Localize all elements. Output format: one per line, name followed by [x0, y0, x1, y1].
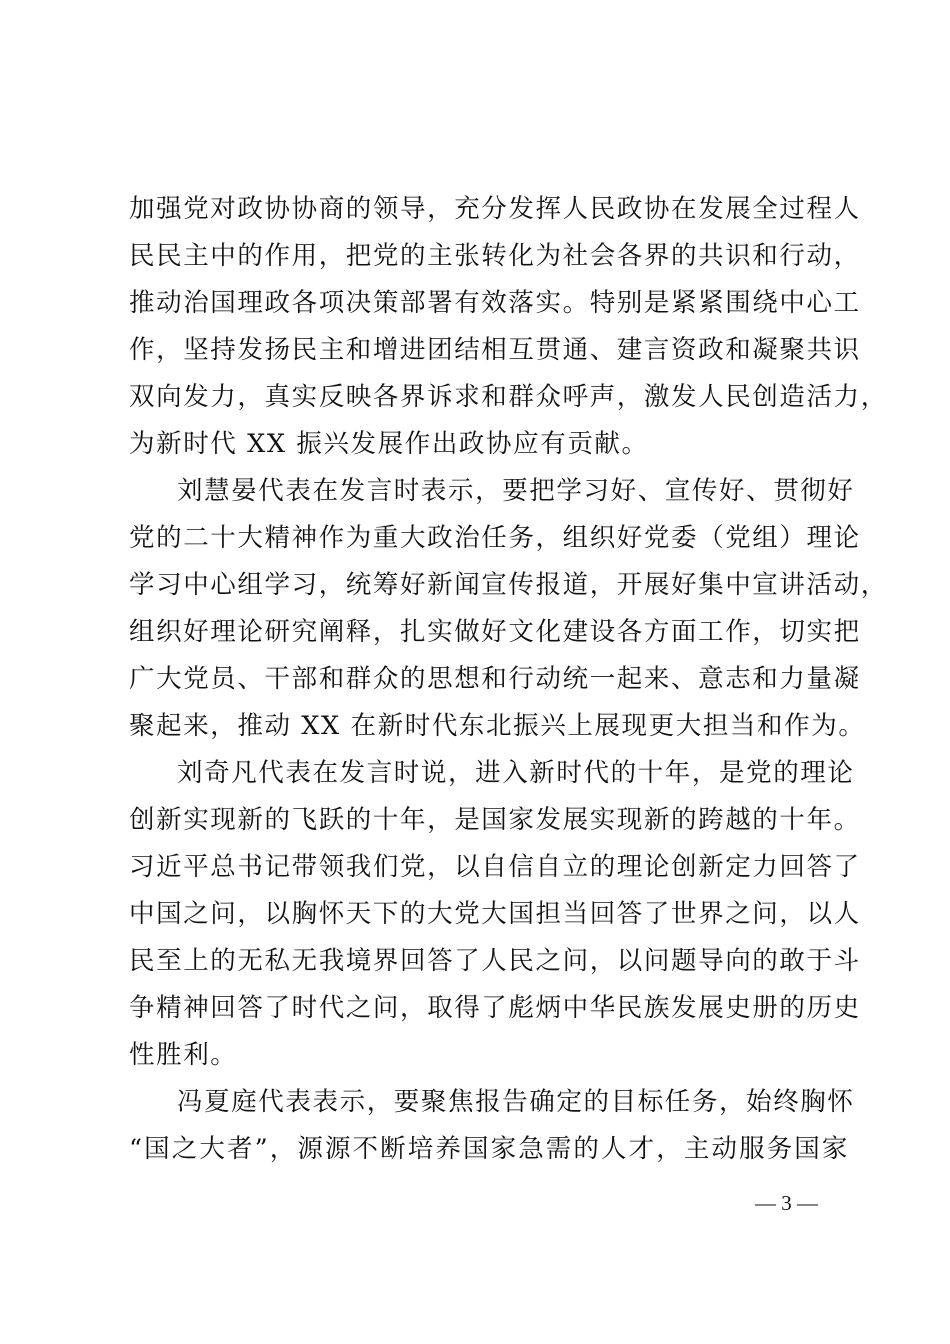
- text-line: “国之大者”，源源不断培养国家急需的人才，主动服务国家: [129, 1134, 849, 1164]
- paragraph-start: 刘奇凡代表在发言时说，进入新时代的十年，是党的理论: [177, 758, 855, 788]
- text-line: 民至上的无私无我境界回答了人民之问，以问题导向的敢于斗: [129, 946, 861, 976]
- text-line: 学习中心组学习，统筹好新闻宣传报道，开展好集中宣讲活动，: [129, 570, 888, 600]
- text-line: 民民主中的作用，把党的主张转化为社会各界的共识和行动，: [129, 241, 861, 271]
- text-line: 习近平总书记带领我们党，以自信自立的理论创新定力回答了: [129, 852, 861, 882]
- text-line: 加强党对政协协商的领导，充分发挥人民政协在发展全过程人: [129, 194, 861, 224]
- text-line: 推动治国理政各项决策部署有效落实。特别是紧紧围绕中心工: [129, 288, 861, 318]
- text-line: 争精神回答了时代之问，取得了彪炳中华民族发展史册的历史: [129, 993, 861, 1023]
- text-line: 党的二十大精神作为重大政治任务，组织好党委（党组）理论: [129, 523, 861, 553]
- page-number: — 3 —: [755, 1191, 818, 1215]
- text-line: 性胜利。: [129, 1040, 238, 1070]
- text-line: 双向发力，真实反映各界诉求和群众呼声，激发人民创造活力，: [129, 382, 888, 412]
- text-line: 组织好理论研究阐释，扎实做好文化建设各方面工作，切实把: [129, 617, 861, 647]
- text-line: 作，坚持发扬民主和增进团结相互贯通、建言资政和凝聚共识: [129, 335, 861, 365]
- paragraph-start: 冯夏庭代表表示，要聚焦报告确定的目标任务，始终胸怀: [177, 1087, 855, 1117]
- text-line: 聚起来，推动 XX 在新时代东北振兴上展现更大担当和作为。: [129, 711, 866, 741]
- text-line: 为新时代 XX 振兴发展作出政协应有贡献。: [129, 429, 649, 459]
- paragraph-start: 刘慧晏代表在发言时表示，要把学习好、宣传好、贯彻好: [177, 476, 855, 506]
- text-line: 广大党员、干部和群众的思想和行动统一起来、意志和力量凝: [129, 664, 861, 694]
- text-line: 创新实现新的飞跃的十年，是国家发展实现新的跨越的十年。: [129, 805, 861, 835]
- text-line: 中国之问，以胸怀天下的大党大国担当回答了世界之问，以人: [129, 899, 861, 929]
